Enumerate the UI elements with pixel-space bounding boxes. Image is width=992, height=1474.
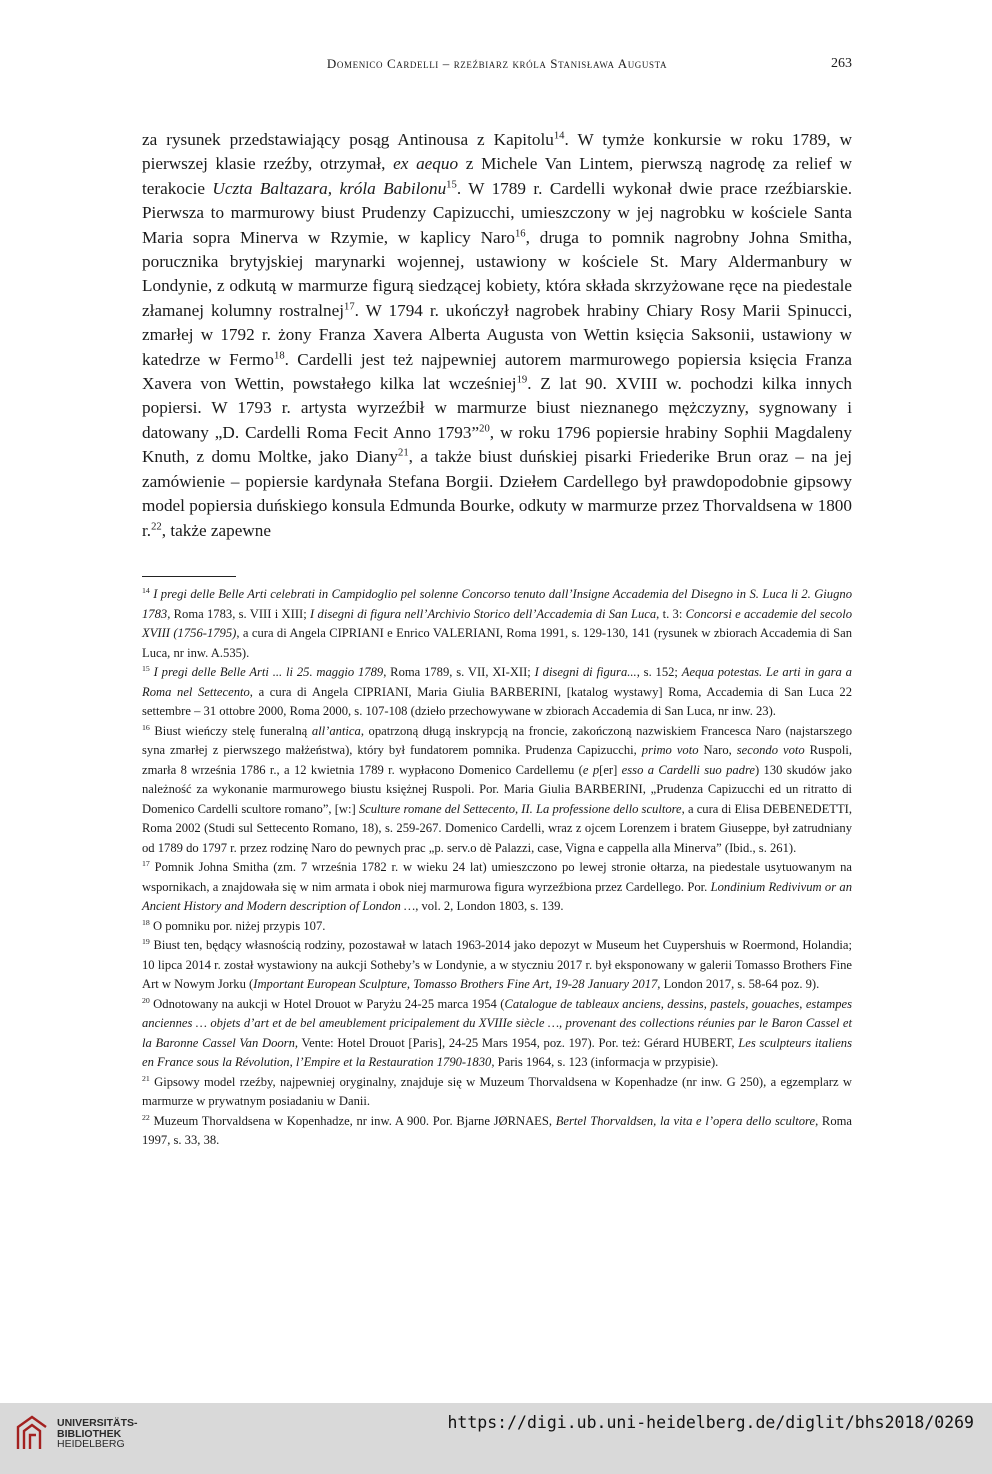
running-title: Domenico Cardelli – rzeźbiarz króla Stanisława Augusta bbox=[326, 56, 668, 71]
footnote-ref-15[interactable]: 15 bbox=[446, 179, 457, 191]
library-name-line1: UNIVERSITÄTS- bbox=[57, 1417, 138, 1429]
footnote-ref-22[interactable]: 22 bbox=[151, 520, 162, 532]
footnote-14: $^{14}$ I pregi delle Belle Arti celebrati in Campidoglio pel solenne Concorso tenuto dall’Insigne Accademia del Disegno in S. Luca li 2. Giugno 1783, Roma 1783, s. VIII i XIII; I disegni di figura nell’Archivio Storico dell’Accademia di San Luca, t. 3: Concorsi e accademie del secolo XVIII (1756-1795), a cura di Angela CIPRIANI e Enrico VALERIANI, Roma 1991, s. 129-130, 141 (rysunek w zbiorach Accademia di San Luca, nr inw. A.535). bbox=[142, 585, 853, 660]
footnote-ref-17[interactable]: 17 bbox=[344, 301, 355, 313]
library-logo-icon[interactable] bbox=[12, 1413, 52, 1453]
library-name[interactable] bbox=[57, 1418, 138, 1450]
library-name-line2: BIBLIOTHEK bbox=[57, 1427, 122, 1440]
footnote-16: $^{16}$ Biust wieńczy stelę funeralną all’antica, opatrzoną długą inskrypcją na froncie, zakończoną nazwiskiem Francesca Naro (najstarszego syna zmarłej z pierwszego małżeństwa), który był fundatorem pomnika. Prudenza Capizucchi, primo voto Naro, secondo voto Ruspoli, zmarła 8 września 1786 r., a 12 kwietnia 1789 r. wypłacono Domenico Cardellemu (e p[er] esso a Cardelli suo padre) 130 skudów jako należność za wykonanie marmurowego biustu księżnej Ruspoli. Por. Maria Giulia BARBERINI, „Prudenza Capizucchi ed un ritratto di Domenico Cardelli scultore romano”, [w:] Sculture romane del Settecento, II. La professione dello scultore, a cura di Elisa DEBENEDETTI, Roma 2002 (Studi sul Settecento Romano, 18), s. 259-267. Domenico Cardelli, wraz z ojcem Lorenzem i bratem Giuseppe, był zatrudniany od 1789 do 1797 r. przez rodzinę Naro do pewnych prac „p. serv.o dè Palazzi, case, Vigna e cappella alla Minerva” (Ibid., s. 261). bbox=[142, 722, 853, 855]
main-text bbox=[142, 128, 852, 543]
footnote-separator bbox=[142, 576, 236, 577]
footnote-ref-18[interactable]: 18 bbox=[274, 349, 285, 361]
page-number: 263 bbox=[831, 56, 852, 71]
page-header bbox=[142, 56, 852, 78]
footnote-15: $^{15}$ I pregi delle Belle Arti ... li 25. maggio 1789, Roma 1789, s. VII, XI-XII; I disegni di figura..., s. 152; Aequa potestas. Le arti in gara a Roma nel Settecento, a cura di Angela CIPRIANI, Maria Giulia BARBERINI, [katalog wystawy] Roma, Accademia di San Luca 22 settembre – 31 ottobre 2000, Roma 2000, s. 107-108 (dzieło przechowywane w zbiorach Accademia di San Luca, nr inw. 23). bbox=[142, 663, 853, 718]
footnote-21: $^{21}$ Gipsowy model rzeźby, najpewniej oryginalny, znajduje się w Muzeum Thorvaldsena w Kopenhadze (nr inw. G 250), a egzemplarz w marmurze w prywatnym posiadaniu w Danii. bbox=[142, 1073, 852, 1108]
footnote-ref-19[interactable]: 19 bbox=[516, 374, 528, 386]
source-url[interactable]: https://digi.ub.uni-heidelberg.de/diglit/bhs2018/0269 bbox=[447, 1413, 974, 1432]
footnote-19: $^{19}$ Biust ten, będący własnością rodziny, pozostawał w latach 1963-2014 jako depozyt w Museum het Cuypershuis w Roermond, Holandia; 10 lipca 2014 r. został wystawiony na aukcji Sotheby’s w Londynie, a w styczniu 2017 r. był eksponowany w galerii Tomasso Brothers Fine Art w Nowym Jorku (Important European Sculpture, Tomasso Brothers Fine Art, 19-28 January 2017, London 2017, s. 58-64 poz. 9). bbox=[142, 936, 852, 991]
footnote-ref-21[interactable]: 21 bbox=[398, 447, 409, 459]
footnote-20: $^{20}$ Odnotowany na aukcji w Hotel Drouot w Paryżu 24-25 marca 1954 (Catalogue de tableaux anciens, dessins, pastels, gouaches, estampes anciennes … objets d’art et de bel ameublement pricipalement du XVIIIe siècle …, provenant des collections réunies par le Baron Cassel et la Baronne Cassel Van Doorn, Vente: Hotel Drouot [Paris], 24-25 Mars 1954, poz. 197). Por. też: Gérard HUBERT, Les sculpteurs italiens en France sous la Révolution, l’Empire et la Restauration 1790-1830, Paris 1964, s. 123 (informacja w przypisie). bbox=[142, 995, 852, 1069]
body-paragraph: za rysunek przedstawiający posąg Antinousa z Kapitolu$^{14}$. W tymże konkursie w roku 1789, w pierwszej klasie rzeźby, otrzymał, ex aequo z Michele Van Lintem, pierwszą nagrodę za relief w terakocie Uczta Baltazara, króla Babilonu$^{15}$. W 1789 r. Cardelli wykonał dwie prace rzeźbiarskie. Pierwsza to marmurowy biust Prudenzy Capizucchi, umieszczony w jej nagrobku w kościele Santa Maria sopra Minerva w Rzymie, w kaplicy Naro$^{16}$, druga to pomnik nagrobny Johna Smitha, porucznika brytyjskiej marynarki wojennej, ustawiony w kościele St. Mary Aldermanbury w Londynie, z odkutą w marmurze figurą siedzącej kobiety, która składa skrzyżowane ręce na piedestale złamanej kolumny rostralnej$^{17}$. W 1794 r. ukończył nagrobek hrabiny Chiary Rosy Marii Spinucci, zmarłej w 1792 r. żony Franza Xavera Alberta Augusta von Wettin księcia Saksonii, ustawiony w katedrze w Fermo$^{18}$. Cardelli jest też najpewniej autorem marmurowego popiersia księcia Franza Xavera von Wettin, powstałego kilka lat wcześniej$^{19}$. Z lat 90. XVIII w. pochodzi kilka innych popiersi. W 1793 r. artysta wyrzeźbił w marmurze biust nieznanego mężczyzny, sygnowany i datowany „D. Cardelli Roma Fecit Anno 1793”$^{20}$, w roku 1796 popiersie hrabiny Sophii Magdaleny Knuth, z domu Moltke, jako Diany$^{21}$, a także biust duńskiej pisarki Friederike Brun oraz – na jej zamówienie – popiersie kardynała Stefana Borgii. Dziełem Cardellego był prawdopodobnie gipsowy model popiersia duńskiego konsula Edmunda Bourke, odkuty w marmurze przez Thorvaldsena w 1800 r.$^{22}$, także zapewne bbox=[142, 130, 853, 540]
footnotes bbox=[142, 585, 852, 1151]
library-name-line3: HEIDELBERG bbox=[57, 1438, 125, 1450]
footnote-ref-20[interactable]: 20 bbox=[479, 423, 490, 435]
footnote-18: $^{18}$ O pomniku por. niżej przypis 107. bbox=[142, 917, 326, 933]
footer-bar bbox=[0, 1403, 992, 1474]
footnote-ref-14[interactable]: 14 bbox=[553, 130, 565, 142]
footnote-22: $^{22}$ Muzeum Thorvaldsena w Kopenhadze, nr inw. A 900. Por. Bjarne JØRNAES, Bertel Thorvaldsen, la vita e l’opera dello scultore, Roma 1997, s. 33, 38. bbox=[142, 1112, 852, 1147]
footnote-ref-16[interactable]: 16 bbox=[514, 227, 526, 239]
footnote-17: $^{17}$ Pomnik Johna Smitha (zm. 7 września 1782 r. w wieku 24 lat) umieszczono po lewej stronie ołtarza, na piedestale usytuowanym na wspornikach, a znajdowała się w nim armata i obok niej marmurowa figura wyrzeźbiona przez Cardellego. Por. Londinium Redivivum or an Ancient History and Modern description of London …, vol. 2, London 1803, s. 139. bbox=[142, 858, 853, 913]
